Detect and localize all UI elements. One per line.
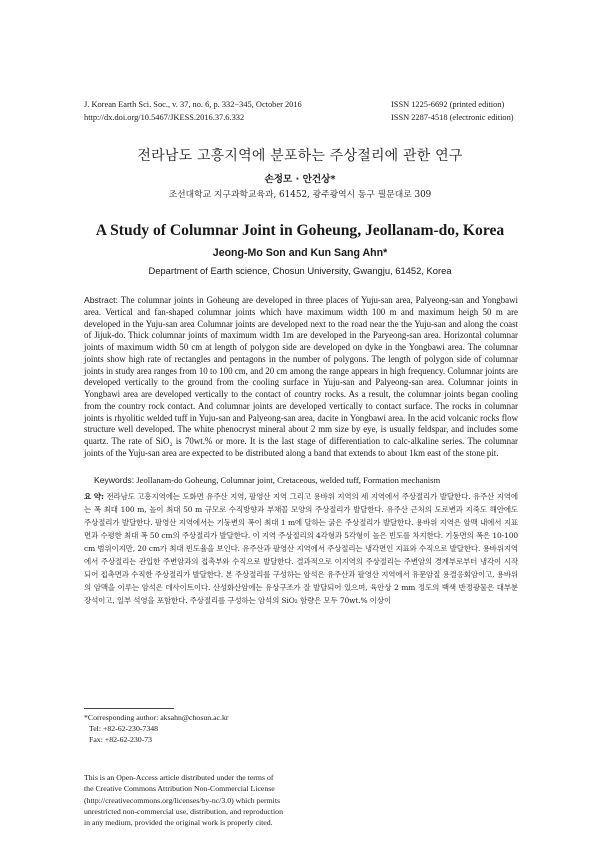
journal-citation: J. Korean Earth Sci. Soc., v. 37, no. 6, p. 332−345, October 2016: [84, 100, 302, 109]
issn-print: ISSN 1225-6692 (printed edition): [391, 100, 505, 109]
phone-number: Tel: +82-62-230-7348: [89, 724, 159, 733]
issn-electronic: ISSN 2287-4518 (electronic edition): [391, 112, 514, 122]
english-affiliation: Department of Earth science, Chosun University, Gwangju, 61452, Korea: [148, 265, 452, 276]
english-title: A Study of Columnar Joint in Goheung, Jeollanam-do, Korea: [95, 222, 505, 239]
keywords-text: Jeollanam-do Goheung, Columnar joint, Cretaceous, welded tuff, Formation mechanism: [136, 475, 441, 485]
footnote-divider: [84, 708, 174, 709]
corresponding-author: *Corresponding author: aksahn@chosun.ac.kr: [84, 713, 229, 722]
korean-authors: 손정모 · 안건상*: [264, 174, 336, 185]
doi-link[interactable]: http://dx.doi.org/10.5467/JKESS.2016.37.6.332: [84, 112, 245, 122]
english-authors: Jeong-Mo Son and Kun Sang Ahn*: [212, 247, 388, 259]
korean-abstract-text: 전라남도 고흥지역에는 도화면 유주산 지역, 팔영산 지역 그리고 용바위 지역의 세 지역에서 주상절리가 발달한다. 유주산 지역에는 폭 최대 100 m, 높이 최대 50 m 규모로 수직방향과 부채꼴 모양의 주상절리가 발달한다. 유주산 근처의 도로변과 지죽도 해안에도 주상절리가 발달한다. 팔영산 지역에서는 기둥변의 폭이 최대 1 m에 달하는 굵은 주상절리가 발달한다. 용바위 지역은 암맥 내에서 지표면과 수평한 최대 폭 50 cm의 주상절리가 발달한다. 이 지역 주상절리의 4각형과 5각형이 높은 빈도를 차지한다. 기둥면의 폭은 10-100 cm 범위이지만, 20 cm가 최대 빈도율을 보인다. 유주산과 팔영산 지역에서 주상절리는 냉각면인 지표와 수직으로 발달한다. 용바위지역에서 주상절리는 관입한 주변암과의 접촉부와 수직으로 발달한다. 결과적으로 이지역의 주상절리는 주변암의 경계부로부터 냉각이 시작되어 접촉면과 수직한 주상절리가 발달한다. 본 주상절리를 구성하는 암석은 유주산과 팔영산 지역에서 유문암질 용결응회암이고, 용바위의 암맥을 이루는 암석은 데사이트이다. 산성화산암에는 유상구조가 잘 발달되어 있으며, 육안상 2 mm 정도의 백색 반정광물은 대부분 장석이고, 일부 석영을 포함한다. 주상절리를 구성하는 암석의 SiO₂ 함량은 모두 70wt.% 이상이: [84, 492, 519, 605]
issn-block: [391, 99, 541, 124]
korean-title: 전라남도 고흥지역에 분포하는 주상절리에 관한 연구: [137, 148, 463, 164]
keywords: [94, 475, 518, 486]
keywords-label: Keywords:: [94, 475, 135, 485]
abstract: [84, 295, 518, 460]
abstract-label: Abstract:: [84, 295, 118, 305]
korean-abstract: [84, 491, 518, 608]
fax-number: Fax: +82-62-230-73: [89, 735, 153, 744]
correspondence-block: [84, 712, 324, 745]
journal-citation-block: [84, 99, 344, 124]
license-notice: This is an Open-Access article distributed under the terms of the Creative Commons Attribution Non-Commercial License (http://creativecommons.org/licenses/by-nc/3.0) which permits unrestricted non-commercial use, distribution, and reproduction in any medium, provided the original work is properly cited.: [84, 773, 283, 828]
korean-affiliation: 조선대학교 지구과학교육과, 61452, 광주광역시 동구 필문대로 309: [168, 190, 432, 200]
abstract-text: The columnar joints in Goheung are developed in three places of Yuju-san area, Palyeong-san and Yongbawi area. Vertical and fan-shaped columnar joints which have maximum width 100 m and maximum heigh 50 m are developed in the Yuju-san area Columnar joints are developed next to the road near the the Yuju-san and along the coast of Jijuk-do. Thick columnar joints of maximum width 1m are developed in the Paryeong-san area. Horizontal columnar joints of maximum width 50 cm at length of polygon side are developed on dyke in the Yongbawi area. The columnar joints show high rate of rectangles and pentagons in the number of polygons. The length of polygon side of columnar joints in study area ranges from 10 to 100 cm, and 20 cm among the range appears in high frequency. Columnar joints are developed vertically to the ground from the cooling surface in Yuju-san and Palyeong-san area. Columnar joints in Yongbawi area are developed vertically to the contact of country rocks. As a result, the columnar joints began cooling from the country rock contact. And columnar joints are developed vertically to contact surface. The rocks in columnar joints is rhyolitic welded tuff in Yuju-san and Palyeong-san area, dacite in Yongbawi area. In the acid volcanic rocks flow structure well developed. The white phenocryst mineral about 2 mm size by eye, is usually feldspar, and includes some quartz. The rate of SiO₂ is 70wt.% or more. It is the last stage of differentiation to calc-alkaline series. The columnar joints of the Yuju-san area are expected to be distributed along a band that extends to about 1km east of the stone pit.: [84, 295, 518, 458]
korean-abstract-label: 요 약:: [84, 492, 104, 501]
